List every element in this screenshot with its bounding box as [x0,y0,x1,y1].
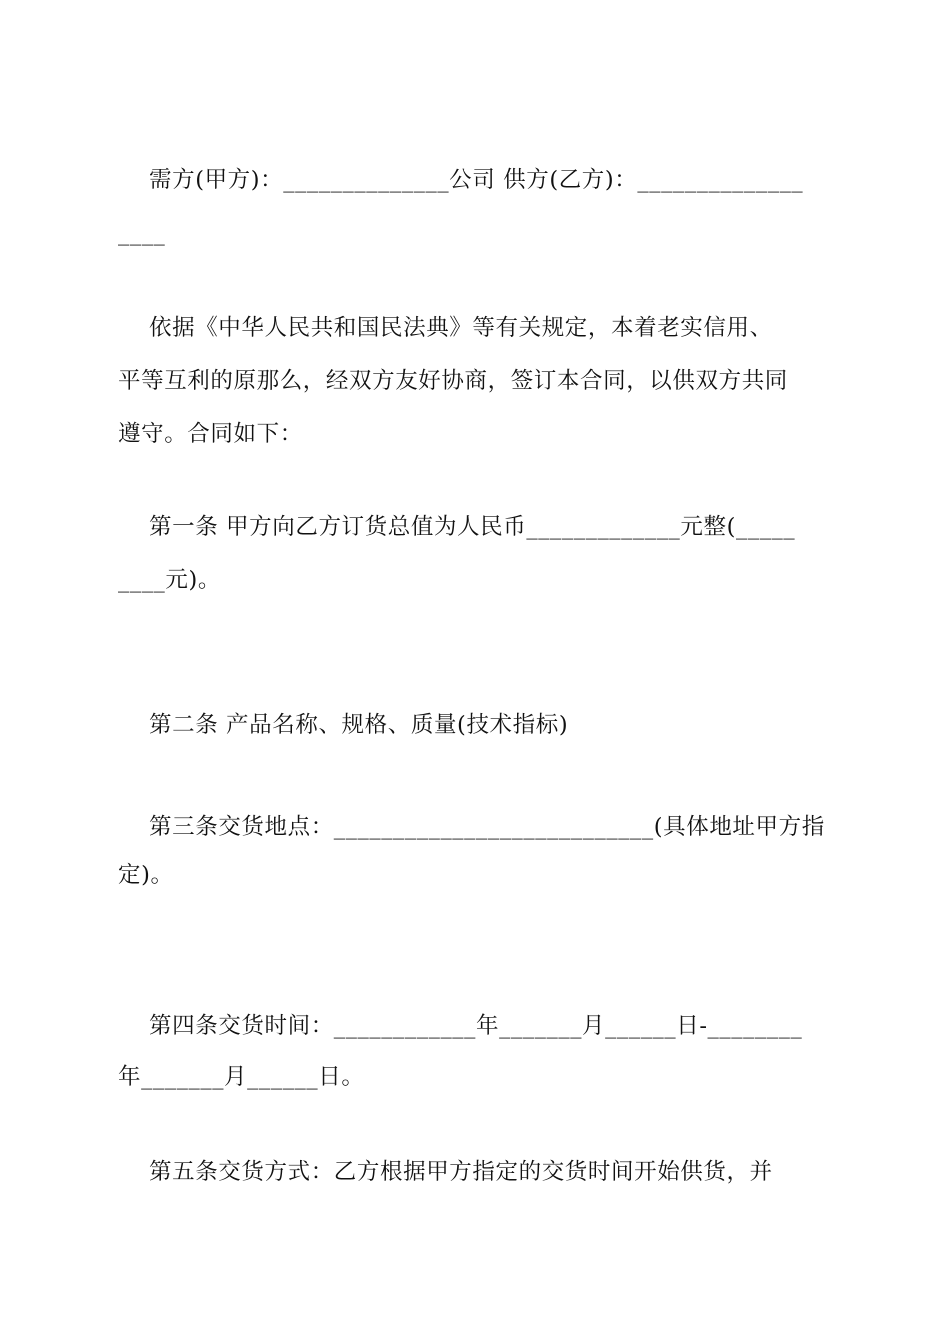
party-line: 需方(甲方)：______________公司 供方(乙方)：______________ [118,167,804,193]
article-3-line-2: 定)。 [118,862,174,888]
preamble-line-1: 依据《中华人民共和国民法典》等有关规定，本着老实信用、 [118,315,773,341]
article-4-line-2: 年_______月______日。 [118,1064,365,1090]
article-4-line-1: 第四条交货时间：____________年_______月______日-________ [118,1013,803,1039]
article-2-line: 第二条 产品名称、规格、质量(技术指标) [118,712,569,738]
preamble-line-2: 平等互利的原那么，经双方友好协商，签订本合同，以供双方共同 [118,368,788,394]
article-1-line-2: ____元)。 [118,567,221,593]
article-1-line-1: 第一条 甲方向乙方订货总值为人民币_____________元整(_____ [118,514,796,540]
article-5-line-1: 第五条交货方式：乙方根据甲方指定的交货时间开始供货，并 [118,1159,773,1185]
article-3-line-1: 第三条交货地点：___________________________(具体地址甲方指 [118,814,825,840]
party-line-continued: ____ [118,220,166,246]
preamble-line-3: 遵守。合同如下： [118,421,303,447]
